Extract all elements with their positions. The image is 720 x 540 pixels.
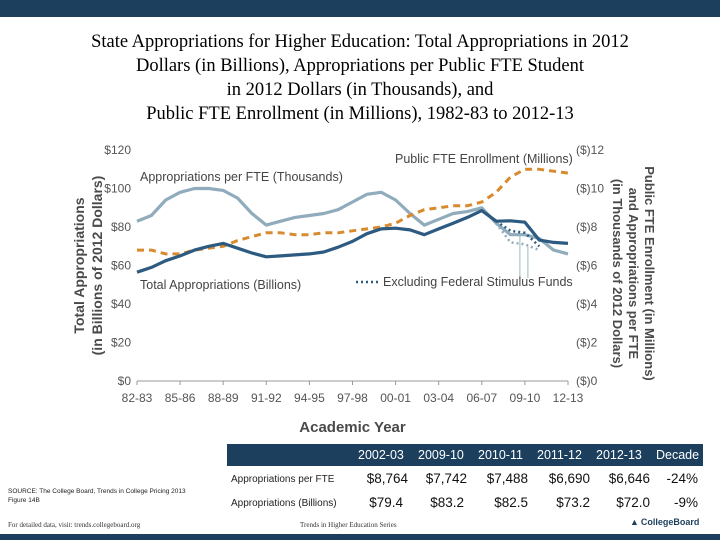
y-tick-label-right: ($)0 [576,374,598,388]
annotation-label: Excluding Federal Stimulus Funds [383,275,573,289]
y-tick-label-left: $0 [117,374,131,388]
footer-series-name: Trends in Higher Education Series [300,521,397,529]
y-tick-label-left: $20 [110,335,131,350]
line-chart [0,135,720,435]
x-tick-label: 06-07 [466,391,498,405]
table-cell: -24% [666,471,698,486]
x-tick-label: 91-92 [250,391,282,405]
x-tick-label: 94-95 [294,391,325,405]
y-tick-label-right: ($)2 [576,335,598,350]
y-tick-label-left: $60 [110,258,131,273]
table-cell: $6,646 [608,471,650,486]
table-header-decade: Decade [656,448,700,462]
source-note [8,487,218,505]
y-tick-label-right: ($)8 [576,220,598,234]
table-header-2012-13: 2012-13 [596,448,642,462]
table-header-2002-03: 2002-03 [358,448,404,462]
y-tick-label-right: ($)6 [576,258,598,273]
table-cell: $8,764 [366,471,408,486]
y-axis-title-right: and Appropriations per FTE [626,187,641,360]
table-cell: $72.0 [616,495,650,510]
y-tick-label-left: $100 [104,181,131,196]
table-header-2011-12: 2011-12 [537,448,582,462]
annotation-label: Total Appropriations (Billions) [140,278,302,292]
footer-data-link[interactable]: For detailed data, visit: trends.collegeboard.org [8,521,141,529]
x-tick-label: 82-83 [121,391,153,405]
top-banner [0,0,720,17]
y-axis-title-right: (in Thousands of 2012 Dollars) [610,178,625,369]
annotation-label: Public FTE Enrollment (Millions) [395,152,573,166]
table-cell: -9% [673,495,698,510]
y-tick-label-right: ($)12 [576,143,605,157]
bottom-banner [0,534,720,540]
x-tick-label: 97-98 [337,391,368,405]
table-row-label-per-fte: Appropriations per FTE [231,474,335,485]
y-axis-title-left: (in Billions of 2012 Dollars) [89,175,105,356]
y-axis-title-left: Total Appropriations [71,197,87,334]
title-line-3: in 2012 Dollars (in Thousands), and [226,80,494,100]
y-tick-label-left: $40 [110,297,131,311]
logo-text: CollegeBoard [640,517,700,527]
table-cell: $83.2 [430,495,464,510]
y-axis-title-right: Public FTE Enrollment (in Millions) [642,166,657,381]
x-axis-title: Academic Year [299,419,406,435]
x-tick-label: 03-04 [423,391,455,405]
y-tick-label-left: $120 [104,143,131,157]
series-line-2 [137,211,568,273]
x-tick-label: 85-86 [164,391,196,405]
x-tick-label: 88-89 [207,391,239,405]
annotation-label: Appropriations per FTE (Thousands) [140,170,343,184]
table-cell: $79.4 [369,495,403,510]
source-line-2: Figure 14B [8,497,40,504]
x-tick-label: 12-13 [552,391,584,405]
table-header-2010-11: 2010-11 [478,448,523,462]
title-line-1: State Appropriations for Higher Education: Total Appropriations in 2012 [91,32,629,52]
x-tick-label: 00-01 [380,391,411,405]
title-line-4: Public FTE Enrollment (in Millions), 1982-83 to 2012-13 [146,104,574,124]
collegeboard-logo [630,517,699,527]
table-cell: $82.5 [494,495,528,510]
x-tick-label: 09-10 [509,391,541,405]
table-cell: $7,488 [486,471,528,486]
acorn-icon: ▲ [630,517,639,527]
y-tick-label-right: ($)10 [576,181,605,196]
slide-title [20,30,700,126]
table-row-label-billions: Appropriations (Billions) [231,498,337,509]
title-line-2: Dollars (in Billions), Appropriations per Public FTE Student [135,56,585,76]
y-tick-label-left: $80 [110,220,131,234]
table-cell: $73.2 [556,495,590,510]
table-header-2009-10: 2009-10 [418,448,464,462]
y-tick-label-right: ($)4 [576,297,598,311]
table-cell: $7,742 [425,471,467,486]
source-line-1: SOURCE: The College Board, Trends in College Pricing 2013 [8,488,186,495]
table-cell: $6,690 [548,471,590,486]
